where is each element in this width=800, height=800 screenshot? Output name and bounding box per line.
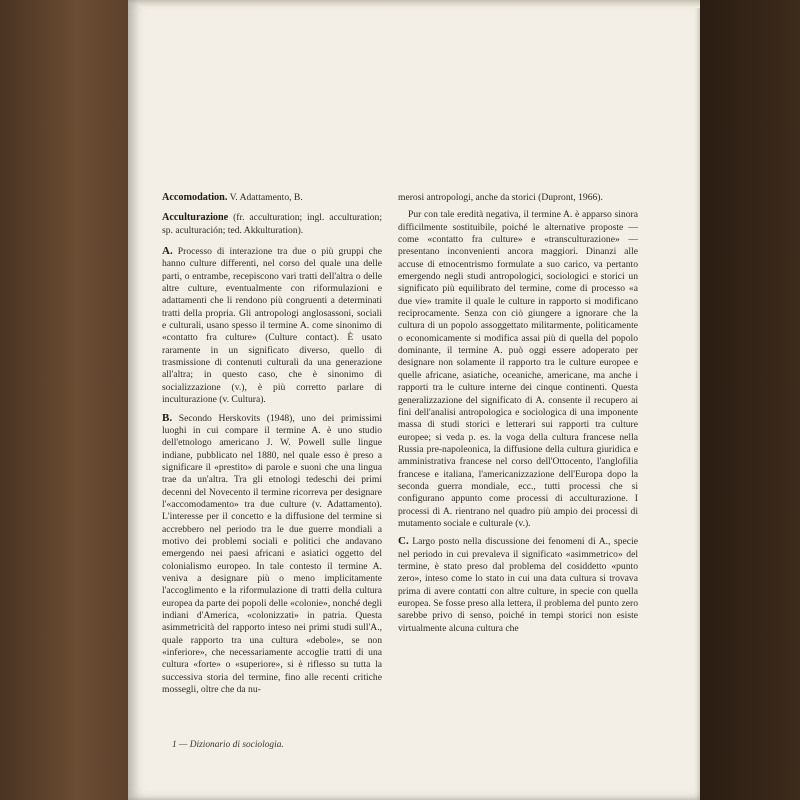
background-right — [700, 0, 800, 800]
paragraph-continuation — [398, 192, 638, 204]
entry-head: Accomodation. — [162, 192, 228, 203]
entry-text: V. Adattamento, B. — [229, 192, 303, 203]
paragraph-text: Largo posto nella discussione dei fenomeni di A., specie nel periodo in cui prevaleva il significato «asimmetrico» del termine, è stato preso dal problema del cosiddetto «punto zero», inteso come lo stato in cui una data cultura si trovava prima di avere contatti con altre culture, in specie con quella europea. Se fosse preso alla lettera, il problema del punto zero sarebbe privo di senso, poiché in tempi storici non esiste virtualmente alcuna cultura che — [398, 536, 638, 634]
paragraph-lead: B. — [162, 411, 173, 424]
paragraph-text: Pur con tale eredità negativa, il termine A. è apparso sinora difficilmente sostituibile, poiché le alternative proposte — come «contatto fra culture» e «transculturazione» — presentano inconvenienti ancora maggiori. Dinanzi alle accuse di etnocentrismo formulate a suo carico, va pertanto emergendo negli studi antropologici, sociologici e storici un significato più equilibrato del termine, come di processo «a due vie» tramite il quale le culture in rapporto si modificano reciprocamente. Senza con ciò giungere a ignorare che la cultura di un popolo assoggettato militarmente, politicamente o economicamente si modifica assai più di quella del popolo dominante, il termine A. può oggi essere adoperato per designare non solamente il rapporto tra le culture europee e quelle africane, asiatiche, oceaniche, americane, ma anche i rapporti tra le culture interne dei cinque continenti. Questa generalizzazione del significato di A. consente il recupero ai fini dell'analisi antropologica e sociologica di una imponente massa di studi storici e letterari sui rapporti tra culture europee; si veda p. es. la voga della cultura francese nella Russia pre-napoleonica, la diffusione della cultura giuridica e amministrativa francese nel corso dell'Ottocento, l'anglofilia francese e italiana, l'americanizzazione dell'Europa dopo la seconda guerra mondiale, ecc., tutti processi che si configurano appunto come processi di acculturazione. I processi di A. rientrano nel quadro più ampio dei processi di mutamento sociale e culturale (v.). — [398, 209, 638, 529]
paragraph-b — [162, 412, 382, 697]
entry-acculturazione — [162, 212, 382, 237]
paragraph-text: merosi antropologi, anche da storici (Dupront, 1966). — [398, 192, 603, 203]
left-column — [162, 192, 382, 701]
entry-head: Acculturazione — [162, 212, 229, 224]
paragraph-text: Processo di interazione tra due o più gruppi che hanno culture differenti, nel corso del quale una delle parti, o entrambe, recepiscono vari tratti dell'altra o delle altre culture, eventualmente con riformulazioni e adattamenti che li rendono più congruenti a determinati tratti della propria. Gli antropologi anglosassoni, sociali e culturali, usano spesso il termine A. come sinonimo di «contatto fra culture» (Culture contact). È usato raramente in un significato diverso, quello di trasmissione di contenuti culturali da una generazione all'altra; in questo caso, che è sinonimo di socializzazione (v.), è più corretto parlare di inculturazione (v. Cultura). — [162, 246, 383, 406]
page-footer: 1 — Dizionario di sociologia. — [172, 740, 284, 750]
paragraph-text: Secondo Herskovits (1948), uno dei primissimi luoghi in cui compare il termine A. è uno studio dell'etnologo americano J. W. Powell sulle lingue indiane, pubblicato nel 1880, nel quale esso è preso a significare il «prestito» di parole e suoni che una lingua trae da un'altra. Tra gli etnologi tedeschi dei primi decenni del Novecento il termine ricorreva per designare l'«accomodamento» tra due culture (v. Adattamento). L'interesse per il concetto e la diffusione del termine si accrebbero nel periodo tra le due guerre mondiali a motivo dei problemi sociali e politici che andavano emergendo nei paesi africani e asiatici oggetto del colonialismo europeo. In tale contesto il termine A. veniva a designare più o meno implicitamente l'accoglimento e la riformulazione di tratti della cultura europea da parte dei popoli delle «colonie», nonché degli indiani d'America, «colonizzati» in patria. Questa asimmetricità del rapporto inteso nei primi studi sull'A., quale rapporto tra una cultura «debole», se non «inferiore», che necessariamente accoglie tratti di una cultura «forte» o «superiore», si è riflesso su tutta la successiva storia del termine, fino alle recenti critiche mossegli, oltre che da nu- — [162, 412, 383, 696]
entry-accomodation — [162, 192, 382, 204]
paragraph-lead: A. — [162, 245, 173, 258]
paragraph-a — [162, 245, 382, 406]
paragraph-c — [398, 535, 638, 635]
paragraph-lead: C. — [398, 535, 409, 548]
paragraph-eredita — [398, 209, 638, 530]
background-left — [0, 0, 140, 800]
page-top-edge — [140, 0, 700, 8]
entry-text: (fr. acculturation; ingl. acculturation; sp. aculturación; ted. Akkulturation). — [162, 212, 382, 236]
right-column — [398, 192, 638, 640]
